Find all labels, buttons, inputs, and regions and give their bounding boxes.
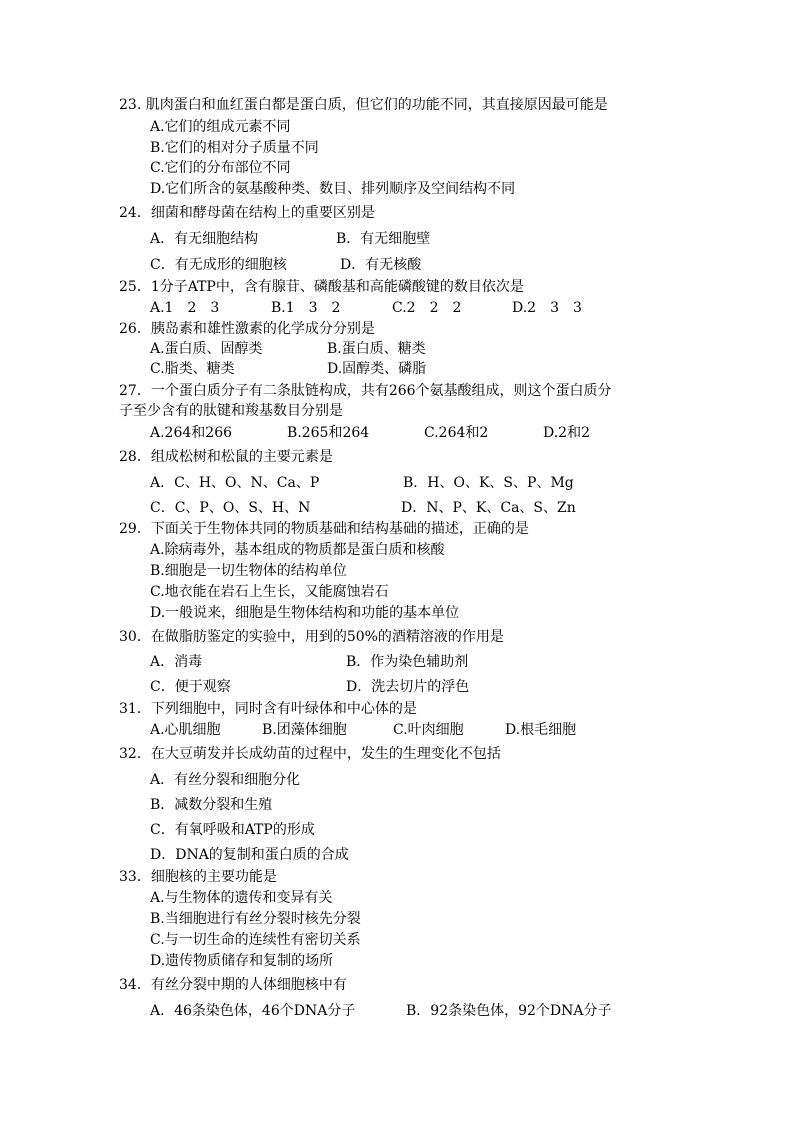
question-31-option-d: D.根毛细胞 xyxy=(505,722,577,738)
question-25-option-a: A.1 2 3 xyxy=(150,300,220,316)
question-29-option-c: C.地衣能在岩石上生长，又能腐蚀岩石 xyxy=(150,584,389,600)
question-26-option-a: A.蛋白质、固醇类 xyxy=(150,341,263,357)
question-29-option-a: A.除病毒外，基本组成的物质都是蛋白质和核酸 xyxy=(150,542,445,558)
question-31-option-b: B.团藻体细胞 xyxy=(262,722,347,738)
question-27-option-b: B.265和264 xyxy=(287,425,370,441)
question-30-option-d: D．洗去切片的浮色 xyxy=(346,679,470,695)
question-27-stem-continued: 子至少含有的肽键和羧基数目分别是 xyxy=(119,403,343,419)
question-32-option-c: C．有氧呼吸和ATP的形成 xyxy=(150,822,315,838)
question-30-option-b: B．作为染色辅助剂 xyxy=(346,654,469,670)
question-32-option-d: D．DNA的复制和蛋白质的合成 xyxy=(150,847,349,863)
question-31-option-a: A.心肌细胞 xyxy=(150,722,221,738)
question-31-stem: 31．下列细胞中，同时含有叶绿体和中心体的是 xyxy=(119,701,417,717)
question-25-stem: 25．1分子ATP中，含有腺苷、磷酸基和高能磷酸键的数目依次是 xyxy=(119,279,524,295)
question-23-option-d: D.它们所含的氨基酸种类、数目、排列顺序及空间结构不同 xyxy=(150,181,516,197)
question-33-option-d: D.遗传物质储存和复制的场所 xyxy=(150,953,334,969)
question-33-option-c: C.与一切生命的连续性有密切关系 xyxy=(150,932,361,948)
question-34-stem: 34．有丝分裂中期的人体细胞核中有 xyxy=(119,977,347,993)
question-24-option-b: B．有无细胞壁 xyxy=(336,231,431,247)
question-32-stem: 32．在大豆萌发并长成幼苗的过程中，发生的生理变化不包括 xyxy=(119,746,501,762)
question-25-option-c: C.2 2 2 xyxy=(392,300,462,316)
question-33-option-a: A.与生物体的遗传和变异有关 xyxy=(150,890,333,906)
question-31-option-c: C.叶肉细胞 xyxy=(393,722,464,738)
question-29-option-b: B.细胞是一切生物体的结构单位 xyxy=(150,563,347,579)
question-26-option-d: D.固醇类、磷脂 xyxy=(327,361,427,377)
question-33-stem: 33．细胞核的主要功能是 xyxy=(119,869,277,885)
question-27-option-d: D.2和2 xyxy=(543,425,590,441)
question-23-stem: 23. 肌肉蛋白和血红蛋白都是蛋白质，但它们的功能不同，其直接原因最可能是 xyxy=(119,97,608,113)
question-23-option-a: A.它们的组成元素不同 xyxy=(150,119,291,135)
question-34-option-b: B．92条染色体，92个DNA分子 xyxy=(406,1003,612,1019)
question-23-option-b: B.它们的相对分子质量不同 xyxy=(150,140,319,156)
question-28-option-a: A．C、H、O、N、Ca、P xyxy=(150,475,320,491)
question-25-option-d: D.2 3 3 xyxy=(512,300,582,316)
question-32-option-a: A．有丝分裂和细胞分化 xyxy=(150,772,301,788)
question-30-option-c: C．便于观察 xyxy=(150,679,231,695)
question-30-option-a: A．消毒 xyxy=(150,654,203,670)
question-29-stem: 29．下面关于生物体共同的物质基础和结构基础的描述，正确的是 xyxy=(119,521,529,537)
question-26-option-c: C.脂类、糖类 xyxy=(150,361,235,377)
question-34-option-a: A．46条染色体，46个DNA分子 xyxy=(150,1003,356,1019)
question-27-option-a: A.264和266 xyxy=(150,425,233,441)
question-30-stem: 30．在做脂肪鉴定的实验中，用到的50%的酒精溶液的作用是 xyxy=(119,629,504,645)
question-28-option-c: C．C、P、O、S、H、N xyxy=(150,500,311,516)
question-28-stem: 28．组成松树和松鼠的主要元素是 xyxy=(119,449,333,465)
question-26-stem: 26．胰岛素和雄性激素的化学成分分别是 xyxy=(119,321,375,337)
question-28-option-b: B．H、O、K、S、P、Mg xyxy=(403,475,574,491)
question-33-option-b: B.当细胞进行有丝分裂时核先分裂 xyxy=(150,911,361,927)
question-24-option-a: A．有无细胞结构 xyxy=(150,231,259,247)
question-24-stem: 24．细菌和酵母菌在结构上的重要区别是 xyxy=(119,205,375,221)
question-26-option-b: B.蛋白质、糖类 xyxy=(327,341,426,357)
question-24-option-c: C．有无成形的细胞核 xyxy=(150,257,287,273)
question-27-option-c: C.264和2 xyxy=(424,425,489,441)
question-28-option-d: D．N、P、K、Ca、S、Zn xyxy=(401,500,576,516)
question-27-stem: 27．一个蛋白质分子有二条肽链构成，共有266个氨基酸组成，则这个蛋白质分 xyxy=(119,383,612,399)
question-29-option-d: D.一般说来，细胞是生物体结构和功能的基本单位 xyxy=(150,605,460,621)
question-24-option-d: D．有无核酸 xyxy=(340,257,422,273)
question-23-option-c: C.它们的分布部位不同 xyxy=(150,160,291,176)
question-32-option-b: B．减数分裂和生殖 xyxy=(150,797,273,813)
question-25-option-b: B.1 3 2 xyxy=(271,300,341,316)
